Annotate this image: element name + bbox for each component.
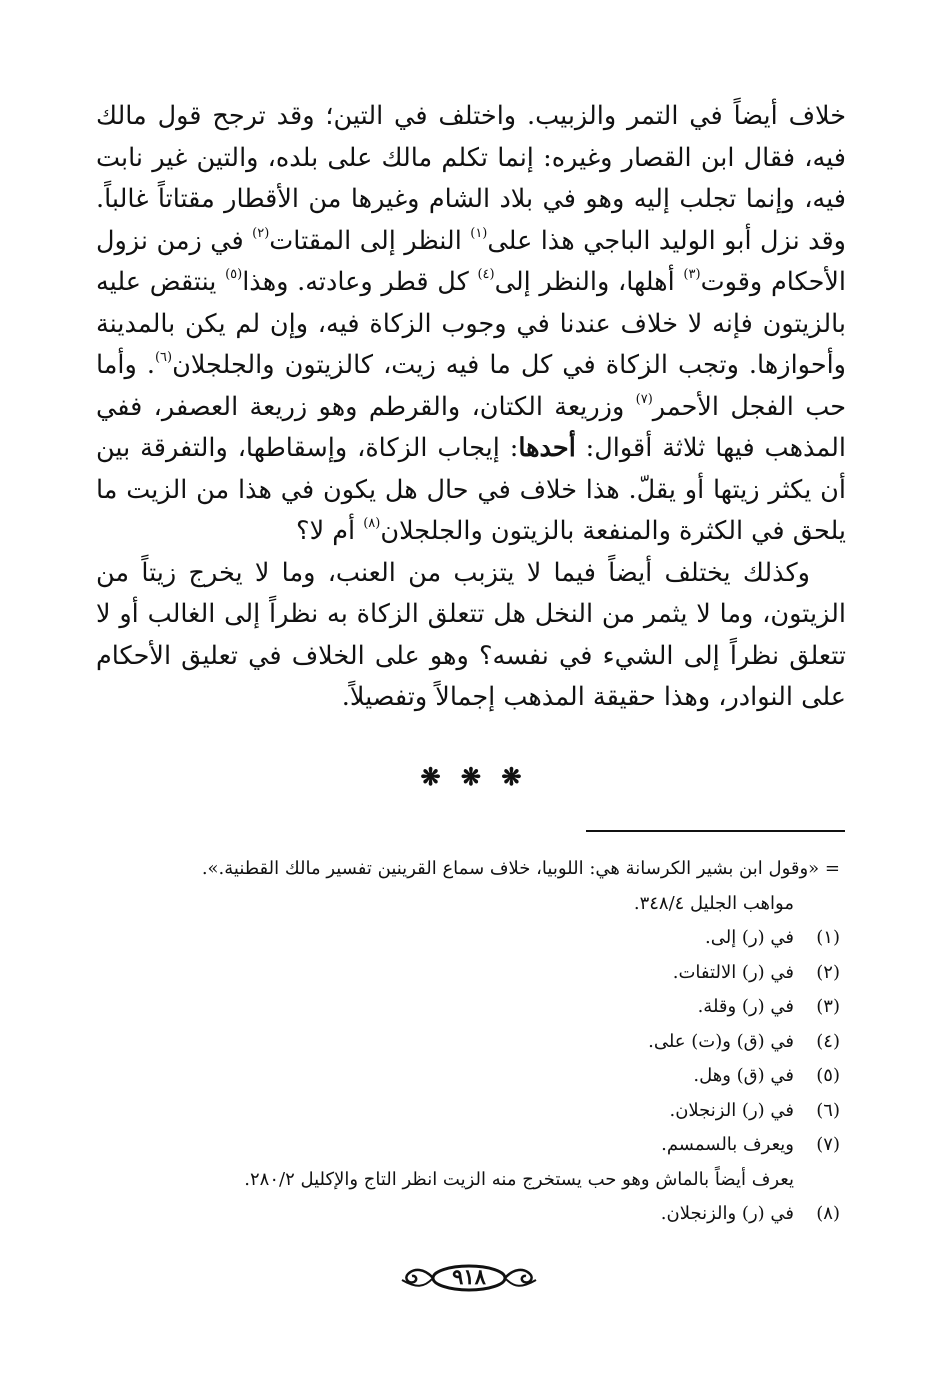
footnote-text: في (ق) و(ت) على.	[648, 1030, 794, 1052]
footnote-ref-2: (٢)	[252, 225, 270, 241]
page-number-text: ٩١٨	[452, 1264, 486, 1289]
footnote-6	[140, 1094, 840, 1129]
text-run: كل قطر وعادته. وهذا	[242, 267, 478, 297]
text-run: في زمن نزول الأحكام وقوت	[96, 225, 846, 297]
footnote-text: ويعرف بالسمسم.	[661, 1134, 794, 1155]
text-run: ينتقض عليه بالزيتون فإنه لا خلاف عندنا في وجوب الزكاة فيه، وإن لم يكن بالمدينة وأحوازها. وتجب الزكاة في كل ما فيه زيت، كالزيتون والجلجلان	[96, 267, 846, 380]
footnote-8	[140, 1197, 840, 1232]
footnote-ref-8: (٨)	[363, 516, 381, 531]
footnote-divider	[586, 830, 845, 832]
main-text	[96, 96, 846, 719]
footnote-continuation: = «وقول ابن بشير الكرسانة هي: اللوبيا، خلاف سماع القرينين تفسير مالك القطنية.».	[201, 858, 840, 879]
footnote-number: (١)	[816, 927, 840, 948]
footnote-number: (٢)	[816, 961, 840, 983]
bold-term: أحدها	[518, 433, 576, 463]
footnote-4	[140, 1025, 840, 1060]
footnote-number: (٧)	[816, 1134, 840, 1155]
footnote-1	[140, 921, 840, 956]
section-separator: ❋ ❋ ❋	[420, 762, 528, 791]
text-run: : إيجاب الزكاة، وإسقاطها، والتفرقة بين أن يكثر زيتها أو يقلّ. هذا خلاف في حال هل يكون في هذا من الزيت ما يلحق في الكثرة والمنفعة بالزيتون والجلجلان	[96, 433, 846, 546]
footnote-number: (٥)	[816, 1065, 840, 1086]
footnote-2	[140, 956, 840, 991]
footnote-text: في (ر) والزنجلان.	[660, 1203, 794, 1224]
text-run: النظر إلى المقتات	[269, 225, 471, 256]
footnote-7	[140, 1128, 840, 1163]
text-run: أهلها، والنظر إلى	[494, 267, 684, 297]
footnote-text: في (ر) الالتفات.	[672, 961, 794, 983]
footnote-text: في (ر) وقلة.	[697, 996, 794, 1017]
footnote-ref-3: (٣)	[683, 267, 701, 282]
footnote-ref-6: (٦)	[154, 350, 173, 365]
footnote-text: في (ر) إلى.	[705, 927, 794, 948]
footnote-ref-5: (٥)	[225, 267, 243, 282]
footnote-number: (٣)	[816, 996, 840, 1017]
footnote-number: (٤)	[816, 1030, 840, 1052]
footnote-5	[140, 1059, 840, 1094]
footnote-ref-4: (٤)	[477, 267, 495, 282]
footnote-continuation: مواهب الجليل ٣٤٨/٤.	[633, 892, 794, 914]
text-run: وزريعة الكتان، والقرطم وهو زريعة العصفر، ففي المذهب فيها ثلاثة أقوال:	[96, 391, 846, 463]
footnote-ref-1: (١)	[470, 225, 488, 241]
text-run: أم لا؟	[296, 516, 364, 546]
footnote-text: في (ر) الزنجلان.	[669, 1099, 794, 1121]
footnote-number: (٦)	[816, 1099, 840, 1121]
footnote-3	[140, 990, 840, 1025]
text-run: . وأما حب الفجل الأحمر	[96, 350, 846, 422]
text-run: خلاف أيضاً في التمر والزبيب. واختلف في التين؛ وقد ترجح قول مالك فيه، فقال ابن القصار وغيره: إنما تكلم مالك على بلده، والتين غير نابت فيه، وإنما تجلب إليه وهو في بلاد الشام وغيرها من الأقطار مقتاتاً غالباً. وقد نزل أبو الوليد الباجي هذا على	[96, 101, 846, 256]
footnote-text: في (ق) وهل.	[693, 1065, 794, 1086]
footnotes	[140, 852, 840, 1232]
footnote-ref-7: (٧)	[635, 391, 653, 407]
paragraph-2: وكذلك يختلف أيضاً فيما لا يتزبب من العنب، وما لا يخرج زيتاً من الزيتون، وما لا يثمر من النخل هل تتعلق الزكاة به نظراً إلى الغالب أو لا تتعلق نظراً إلى الشيء في نفسه؟ وهو على الخلاف في تعليق الأحكام على النوادر، وهذا حقيقة المذهب إجمالاً وتفصيلاً.	[96, 557, 846, 712]
page-number	[394, 1260, 544, 1296]
paragraph-1	[96, 96, 846, 553]
footnote-7-continuation: يعرف أيضاً بالماش وهو حب يستخرج منه الزيت انظر التاج والإكليل ٢٨٠/٢.	[244, 1168, 794, 1190]
footnote-number: (٨)	[816, 1203, 840, 1224]
